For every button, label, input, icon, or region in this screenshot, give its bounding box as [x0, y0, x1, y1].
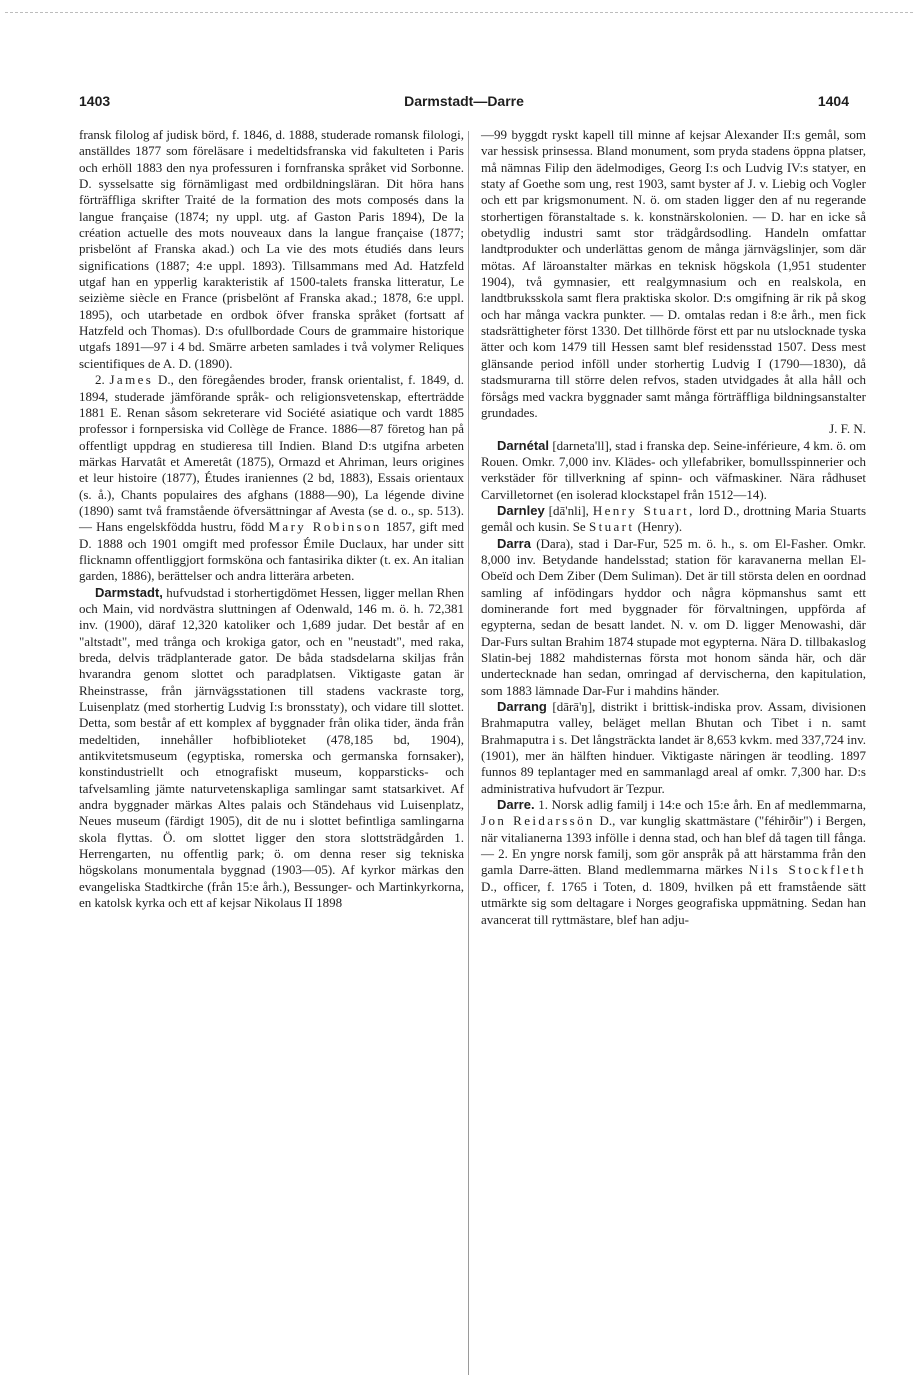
darra-alternate: (Dara),: [536, 535, 574, 551]
darre-text-2: D., var kunglig skattmästare ("féhirðir") i Bergen, när vitalianerna 1393 infölle i denna stad, och han blef då tagen till fånga. — 2. En yngre norsk familj, som gör anspråk på att härstamma från den gamla Darre-ätten. Bland medlemmarna märkes: [481, 813, 867, 878]
darre-headword: Darre.: [497, 797, 535, 813]
column-divider: [468, 131, 469, 1375]
darre-text-1: 1. Norsk adlig familj i 14:e och 15:e årh. En af medlemmarna,: [538, 797, 867, 813]
darrang-text: [dārā'ŋ], distrikt i brittisk-indiska prov. Assam, divisionen Brahmaputra valley, beläget mellan Bhutan och Tibet i n. samt Brahmaputra i s. Det långsträckta landet är 8,653 kvkm. med 337,724 inv. (1901), mer än hälften hinduer. Viktigaste näringen är teodling. 1897 funnos 89 teplantager med en sammanlagd areal af omkr. 7,300 har. D:s administrativa hufvudort är Tezpur.: [481, 699, 866, 796]
james-text: D., den föregåendes broder, fransk orientalist, f. 1849, d. 1894, studerade jämförande språk- och religionsvetenskap, efterträdde 1881 E. Renan såsom sekreterare vid Société asiatique och vardt 1885 professor i fornpersiska vid Collège de France. 1886—87 företog han på offentligt uppdrag en studieresa till Indien. Bland D:s utgifna arbeten märkas Harvatât et Ameretât (1875), Ormazd et Ahriman, leurs origines et leur histoire (1877), Études iraniennes (2 bd, 1883), Essais orientaux (s. å.), Chants populaires des afghans (1888—90), La légende divine (1890) samt två framstående öfversättningar af Avesta (se d. o., sp. 513). — Hans engelskfödda hustru, född: [79, 372, 465, 535]
darmstadt-headword: Darmstadt,: [95, 584, 163, 600]
entry-darmesteter-continuation: [79, 127, 464, 372]
darnley-headword: Darnley: [497, 502, 545, 518]
darnetal-headword: Darnétal: [497, 437, 550, 453]
darmstadt-cont-text: —99 byggdt ryskt kapell till minne af kejsar Alexander II:s gemål, som var hessisk prinsessa. Bland monument, som pryda stadens öppna platser, må nämnas Filip den ädelmodiges, Georg I:s och Ludvig IV:s statyer, en staty af Goethe som ung, rest 1903, samt byster af J. v. Liebig och Vogler och ett par krigsmonument. N. ö. om staden ligger den af nu regerande storhertigen föranstaltade s. k. konstnärskolonien. — D. har en icke så obetydlig industri samt stor trädgårdsodling. Handeln omfattar landtprodukter och underlättas genom de många järnvägslinjer, som där mötas. Af läroanstalter märkas en teknisk högskola (1,951 studenter 1904), två gymnasier, ett realgymnasium och en realskola, en landtbruksskola samt flera praktiska skolor. D:s omgifning är rik på skog och har många vackra punkter. — D. omtalas redan i 8:e årh., men fick stadsrättigheter först 1330. Det tillhörde först ett par nu utslocknade tyska ätter och kom 1479 till Hessen samt blef residensstad 1507. Dess mest glänsande period inföll under storhertig Ludvig I (1790—1830), då stadsmurarna till större delen refvos, staden utvidgades åt alla håll och försågs med vackra byggnader samt många förträffliga bildningsanstalter grundades.: [481, 127, 866, 420]
darnley-cross-reference: Stuart: [588, 519, 635, 535]
entry-darra: [481, 536, 866, 699]
entry-darmstadt-continuation: [481, 127, 866, 421]
darnley-name: Henry Stuart,: [592, 502, 695, 518]
darra-text: stad i Dar-Fur, 525 m. ö. h., s. om El-Fasher. Omkr. 8,000 inv. Betydande handelsstad; station för karavanerna mellan El-Obeïd och Dem Ziber (Dem Suliman). Det är till största delen en oordnad samling af infödingars hyddor och några köpmanshus samt ett dominerande fort med byggnader för förvaltningen, uppförda af egypterna, sedan de besatt landet. N. v. om D. ligger Menowashi, där Dar-Furs sultan Brahim 1874 stupade mot egypterna. Nära D. tillbakaslog Slatin-bej 1882 mahdisternas första mot honom sända här, och där undertecknade han sedan, omringad af dervischerna, den kapitulation, som 1883 lämnade Dar-Fur i mahdins händer.: [481, 535, 867, 698]
page-number-left: 1403: [79, 93, 111, 109]
darnley-text: lord D., drottning Maria Stuarts gemål och kusin. Se: [481, 502, 867, 535]
page-header: [79, 93, 849, 113]
darmesteter-text: fransk filolog af judisk börd, f. 1846, d. 1888, studerade romansk filologi, anställdes 1877 som föreläsare i medeltidsfranska vid fakulteten i Paris och erhöll 1883 den nya professuren i fornfranska språket vid Sorbonne. D. sysselsatte sig förnämligast med ordbildningsläran. Dit höra hans förträffliga skrifter Traité de la formation des mots composés dans la langue française (1874; ny uppl. utg. af Gaston Paris 1894), De la création actuelle des mots nouveaux dans la langue française (1877; prisbelönt af Franska akad.) och La vie des mots étudiés dans leurs significations (1887; 4:e uppl. 1893). Tillsammans med Ad. Hatzfeld utgaf han en ypperlig karakteristik af 1500-talets franska litteratur, Le seizième siècle en France (prisbelönt af Franska akad.; 1878, 6:e uppl. 1895), och utarbetade en ordbok öfver franska språket (fortsatt af Hatzfeld och Thomas). D:s ofullbordade Cours de grammaire historique utgafs 1891—97 i 4 bd. Smärre arbeten samlades i två volymer Reliques scientifiques de A. D. (1890).: [79, 127, 464, 371]
mary-text: 1857, gift med D. 1888 och 1901 omgift med professor Émile Duclaux, har under sitt flicknamn offentliggjort formsköna och fantasirika dikter (t. ex. An italian garden, 1886), berättelser och andra litterära arbeten.: [79, 519, 465, 584]
entry-darre: [481, 797, 866, 928]
left-column: [79, 127, 464, 912]
darre-name-1: Jon Reidarssön: [481, 813, 595, 829]
darnetal-text: [darneta'll], stad i franska dep. Seine-inférieure, 4 km. ö. om Rouen. Omkr. 7,000 inv. Klädes- och yllefabriker, bomullsspinnerier och verkstäder för tillverkning af spinn- och väfmaskiner. Nära rådhuset Carvilletornet (en isolerad klockstapel från 1512—14).: [481, 437, 867, 502]
entry-james-darmesteter: [79, 372, 464, 584]
scan-top-edge: [5, 12, 913, 13]
page-number-right: 1404: [817, 93, 849, 109]
running-title: Darmstadt—Darre: [404, 93, 524, 109]
james-number: 2.: [95, 372, 105, 388]
author-signature: J. F. N.: [829, 421, 866, 437]
right-column: [481, 127, 866, 928]
darnley-tail: (Henry).: [637, 519, 683, 535]
darre-text-3: D., officer, f. 1765 i Toten, d. 1809, hvilken på ett framstående sätt utmärkte sig som deltagare i Norges geografiska uppmätning. Sedan han avancerat till ryttmästare, blef han adju-: [481, 878, 866, 927]
entry-darmstadt: [79, 585, 464, 912]
mary-robinson-name: Mary Robinson: [268, 519, 382, 535]
entry-darnetal: [481, 438, 866, 503]
darra-headword: Darra: [497, 535, 531, 551]
entry-darnley: [481, 503, 866, 536]
james-name: James: [109, 372, 154, 388]
darre-name-2: Nils Stockfleth: [748, 862, 866, 878]
darrang-headword: Darrang: [497, 699, 547, 715]
darmstadt-text: hufvudstad i storhertigdömet Hessen, ligger mellan Rhen och Main, vid nordvästra sluttningen af Odenwald, 146 m. ö. h. 72,381 inv. (1900), däraf 12,320 katoliker och 1,689 judar. Det består af en "altstadt", med trånga och krokiga gator, och en "neustadt", med raka, breda, delvis trädplanterade gator. De båda stadsdelarna skiljas från hvarandra genom slottet och paradplatsen. Viktigaste gatan är Rheinstrasse, från järnvägsstationen till stadens vackraste torg, Luisenplatz (med storhertig Ludvig I:s bronsstaty), och vidare till slottet. Detta, som består af ett komplex af byggnader från olika tider, ända från medeltiden, innehåller hofbiblioteket (478,185 bd, 1904), antikvitetsmuseum (egyptiska, romerska och germanska fornsaker), konstindustriellt och etnografiskt museum, kopparsticks- och tafvelsamling jämte naturvetenskapliga samlingar samt statsarkivet. Af andra byggnader märkas Altes palais och Ständehaus vid Luisenplatz, Neues museum (färdigt 1905), dit de nu i slottet befintliga samlingarna skola flyttas. Ö. om slottet ligger den stora slottsträdgården 1. Herrengarten, nu offentlig park; ö. om denna reser sig tekniska högskolans monumentala byggnad (1903—05). Af kyrkor märkas den evangeliska Stadtkirche (från 15:e årh.), Bessunger- och Martinkyrkorna, en katolsk kyrka och ett af kejsar Nikolaus II 1898: [79, 584, 465, 911]
darnley-pronunciation: [dā'nli],: [548, 502, 589, 518]
entry-darrang: [481, 699, 866, 797]
